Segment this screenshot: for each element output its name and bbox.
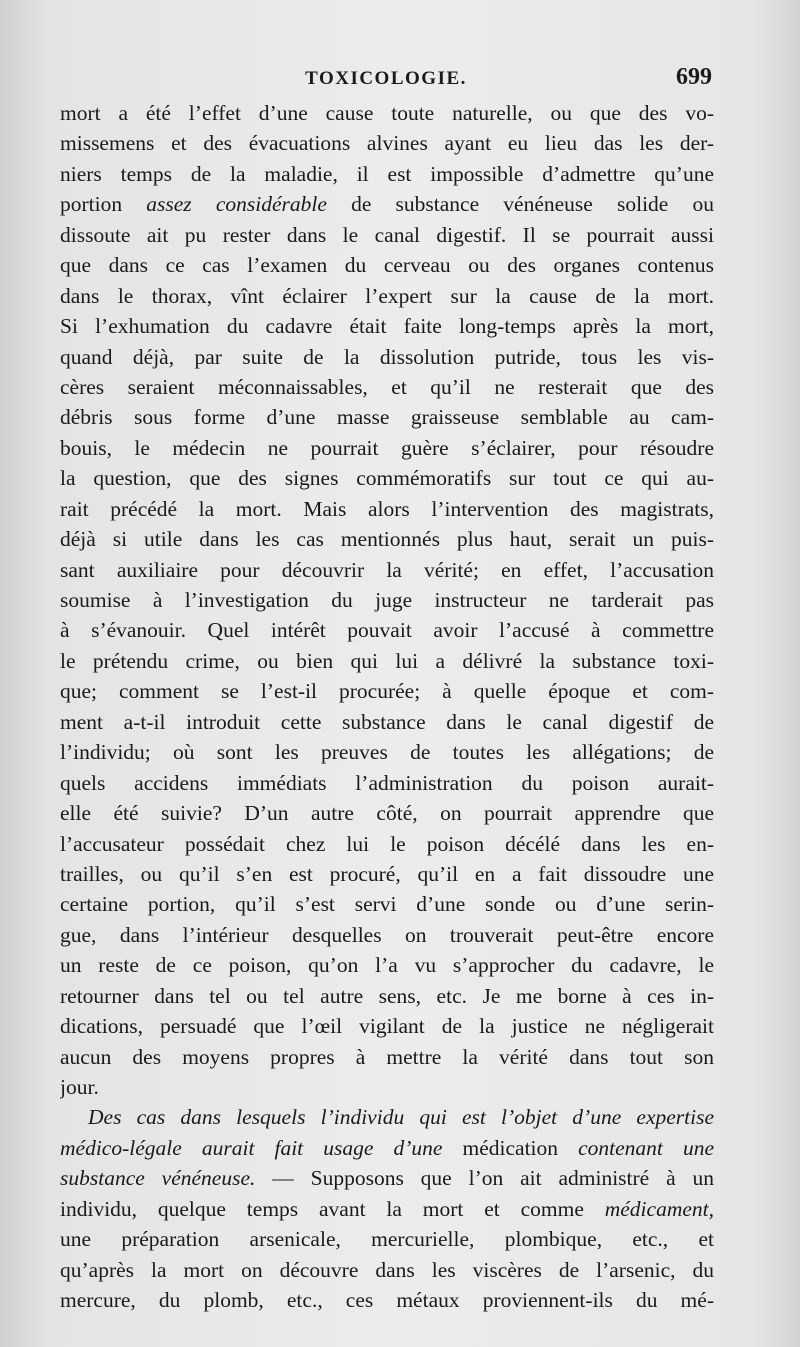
text-line-39: qu’après la mort on découvre dans les viscères de l’arsenic, du <box>60 1257 714 1282</box>
text-line-15: déjà si utile dans les cas mentionnés plus haut, serait un puis- <box>60 527 714 552</box>
section-heading-text: contenant une <box>578 1135 714 1160</box>
section-heading-line-2: médico-légale aurait fait usage d’une médication contenant une <box>60 1135 714 1160</box>
text-line-37: individu, quelque temps avant la mort et comme médicament, <box>60 1196 714 1221</box>
text-line-27: certaine portion, qu’il s’est servi d’une sonde ou d’une serin- <box>60 892 714 917</box>
running-head <box>60 62 712 96</box>
section-heading-line-1 <box>60 1102 714 1132</box>
text-line-22: l’individu; où sont les preuves de toutes les allégations; de <box>60 740 714 765</box>
page-number: 699 <box>676 64 712 90</box>
text-line-23: quels accidens immédiats l’administration du poison aurait- <box>60 770 714 795</box>
text-line-8: Si l’exhumation du cadavre était faite long-temps après la mort, <box>60 314 714 339</box>
section-heading-text: médico-légale aurait fait usage d’une <box>60 1135 443 1160</box>
text-line-2: missemens et des évacuations alvines ayant eu lieu das les der- <box>60 131 714 156</box>
emphasis-text: assez considérable <box>146 192 327 217</box>
section-heading-text: Des cas dans lesquels l’individu qui est l’objet d’une expertise <box>88 1105 714 1130</box>
text-line-4: portion assez considérable de substance vénéneuse solide ou <box>60 192 714 217</box>
text-line-32: aucun des moyens propres à mettre la vérité dans tout son <box>60 1044 714 1069</box>
text-line-38: une préparation arsenicale, mercurielle, plombique, etc., et <box>60 1227 714 1252</box>
text-line-40: mercure, du plomb, etc., ces métaux proviennent-ils du mé- <box>60 1288 714 1313</box>
text-line-10: cères seraient méconnaissables, et qu’il ne resterait que des <box>60 374 714 399</box>
text-line-24: elle été suivie? D’un autre côté, on pourrait apprendre que <box>60 801 714 826</box>
text-line-33: jour. <box>60 1075 99 1099</box>
section-heading-text: substance vénéneuse. <box>60 1166 256 1191</box>
text-line-19: le prétendu crime, ou bien qui lui a délivré la substance toxi- <box>60 648 714 673</box>
text-line-12: bouis, le médecin ne pourrait guère s’éclairer, pour résoudre <box>60 435 714 460</box>
text-line-29: un reste de ce poison, qu’on l’a vu s’approcher du cadavre, le <box>60 953 714 978</box>
text-line-13: la question, que des signes commémoratifs sur tout ce qui au- <box>60 466 714 491</box>
text-line-6: que dans ce cas l’examen du cerveau ou des organes contenus <box>60 253 714 278</box>
text-line-26: trailles, ou qu’il s’en est procuré, qu’il en a fait dissoudre une <box>60 861 714 886</box>
running-title: TOXICOLOGIE. <box>305 68 467 89</box>
text-line-5: dissoute ait pu rester dans le canal digestif. Il se pourrait aussi <box>60 222 714 247</box>
text-line-28: gue, dans l’intérieur desquelles on trouverait peut-être encore <box>60 922 714 947</box>
text-line-14: rait précédé la mort. Mais alors l’intervention des magistrats, <box>60 496 714 521</box>
text-line-25: l’accusateur possédait chez lui le poison décélé dans les en- <box>60 831 714 856</box>
text-line-9: quand déjà, par suite de la dissolution putride, tous les vis- <box>60 344 714 369</box>
text-line-16: sant auxiliaire pour découvrir la vérité; en effet, l’accusation <box>60 557 714 582</box>
text-line-30: retourner dans tel ou tel autre sens, etc. Je me borne à ces in- <box>60 983 714 1008</box>
body-text <box>60 98 714 1316</box>
text-line-18: à s’évanouir. Quel intérêt pouvait avoir l’accusé à commettre <box>60 618 714 643</box>
text-line-11: débris sous forme d’une masse graisseuse semblable au cam- <box>60 405 714 430</box>
text-line-21: ment a-t-il introduit cette substance dans le canal digestif de <box>60 709 714 734</box>
text-line-20: que; comment se l’est-il procurée; à quelle époque et com- <box>60 679 714 704</box>
text-line-31: dications, persuadé que l’œil vigilant de la justice ne négligerait <box>60 1014 714 1039</box>
text-line-17: soumise à l’investigation du juge instructeur ne tarderait pas <box>60 588 714 612</box>
text-line-1: mort a été l’effet d’une cause toute naturelle, ou que des vo- <box>60 101 714 125</box>
text-line-7: dans le thorax, vînt éclairer l’expert sur la cause de la mort. <box>60 283 714 308</box>
emphasis-text: médicament, <box>604 1196 714 1221</box>
text-line-3: niers temps de la maladie, il est impossible d’admettre qu’une <box>60 161 714 186</box>
section-heading-line-3: substance vénéneuse. — Supposons que l’on ait administré à un <box>60 1166 714 1191</box>
